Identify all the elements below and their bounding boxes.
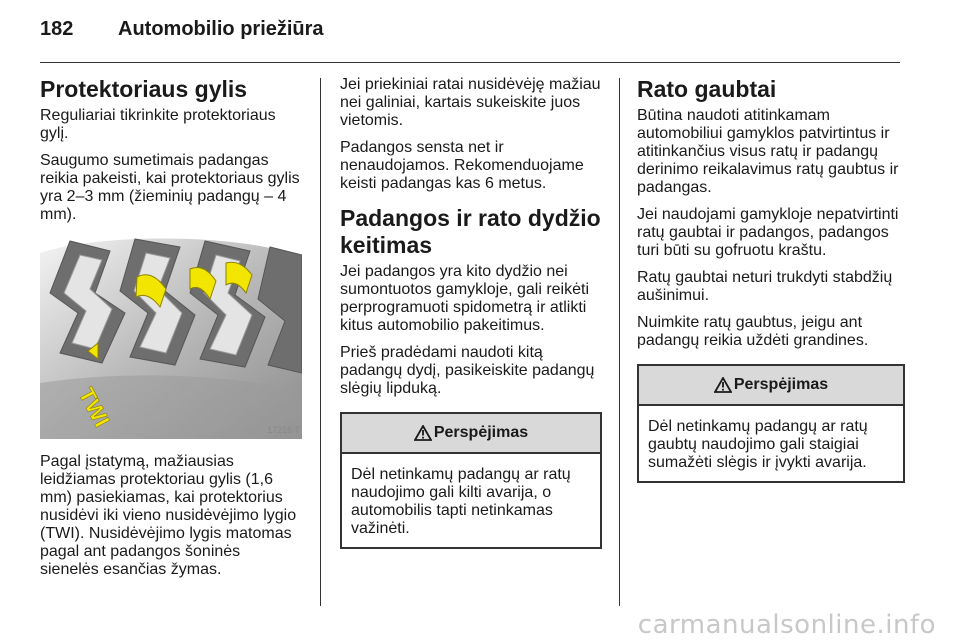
warning-box	[340, 412, 602, 549]
tyre-tread-figure	[40, 233, 302, 439]
paragraph: Jei naudojami gamykloje nepatvirtinti ratų gaubtai ir padangos, padangos turi būti su gofruotu kraštu.	[637, 206, 899, 259]
warning-header	[342, 414, 600, 454]
paragraph: Saugumo sumetimais padangas reikia pakeisti, kai protektoriaus gylis yra 2–3 mm (žieminių padangų – 4 mm).	[40, 152, 300, 223]
warning-text: Dėl netinkamų padangų ar ratų naudojimo gali kilti avarija, o automobilis tapti netinkamas važinėti.	[351, 466, 571, 537]
paragraph: Pagal įstatymą, mažiausias leidžiamas protektoriau gylis (1,6 mm) pasiekiamas, kai protektorius nusidėvi iki vieno nusidėvėjimo lygio (TWI). Nusidėvėjimo lygis matomas pagal ant padangos šoninės sienelės esančias žymas.	[40, 453, 297, 578]
page-number: 182	[40, 18, 74, 40]
paragraph: Reguliariai tikrinkite protektoriaus gylį.	[40, 107, 276, 142]
section-heading-wheel-covers: Rato gaubtai	[637, 76, 777, 102]
column-divider	[619, 78, 620, 606]
warning-triangle-icon	[714, 377, 732, 393]
paragraph: Ratų gaubtai neturi trukdyti stabdžių aušinimui.	[637, 269, 893, 304]
paragraph: Būtina naudoti atitinkamam automobiliui gamyklos patvirtintus ir atitinkančius visus ratų ir padangų derinimo reikalavimus ratų gaubtus ir padangas.	[637, 107, 899, 196]
column-2	[340, 76, 602, 549]
warning-box	[637, 364, 905, 483]
warning-title: Perspėjimas	[433, 424, 529, 441]
paragraph: Prieš pradėdami naudoti kitą padangų dydį, pasikeiskite padangų slėgių lipduką.	[340, 344, 595, 397]
paragraph: Jei priekiniai ratai nusidėvėję mažiau nei galiniai, kartais sukeiskite juos vietomis.	[340, 76, 601, 129]
section-heading-tread-depth: Protektoriaus gylis	[40, 76, 248, 102]
column-divider	[320, 78, 321, 606]
figure-code: 17216 T	[267, 425, 300, 435]
warning-triangle-icon	[414, 425, 432, 441]
section-heading-tyre-size-change: Padangos ir rato dydžio keitimas	[340, 205, 601, 258]
paragraph: Padangos sensta net ir nenaudojamos. Rekomenduojame keisti padangas kas 6 metus.	[340, 139, 584, 192]
paragraph: Nuimkite ratų gaubtus, jeigu ant padangų reikia uždėti grandines.	[637, 314, 869, 349]
warning-header	[639, 366, 903, 406]
warning-text: Dėl netinkamų padangų ar ratų gaubtų naudojimo gali staigiai sumažėti slėgis ir įvykti avarija.	[648, 418, 868, 471]
column-3	[637, 76, 905, 483]
tyre-tread-illustration	[40, 233, 302, 439]
watermark: carmanualsonline.info	[637, 610, 936, 640]
header-rule	[40, 62, 900, 63]
page-header	[40, 18, 324, 48]
page-header-title: Automobilio priežiūra	[118, 18, 324, 40]
twi-label: TWI	[73, 383, 115, 431]
column-1	[40, 76, 302, 588]
warning-title: Perspėjimas	[733, 376, 829, 393]
paragraph: Jei padangos yra kito dydžio nei sumontuotos gamykloje, gali reikėti perprogramuoti spidometrą ir atlikti kitus automobilio pakeitimus.	[340, 263, 590, 334]
